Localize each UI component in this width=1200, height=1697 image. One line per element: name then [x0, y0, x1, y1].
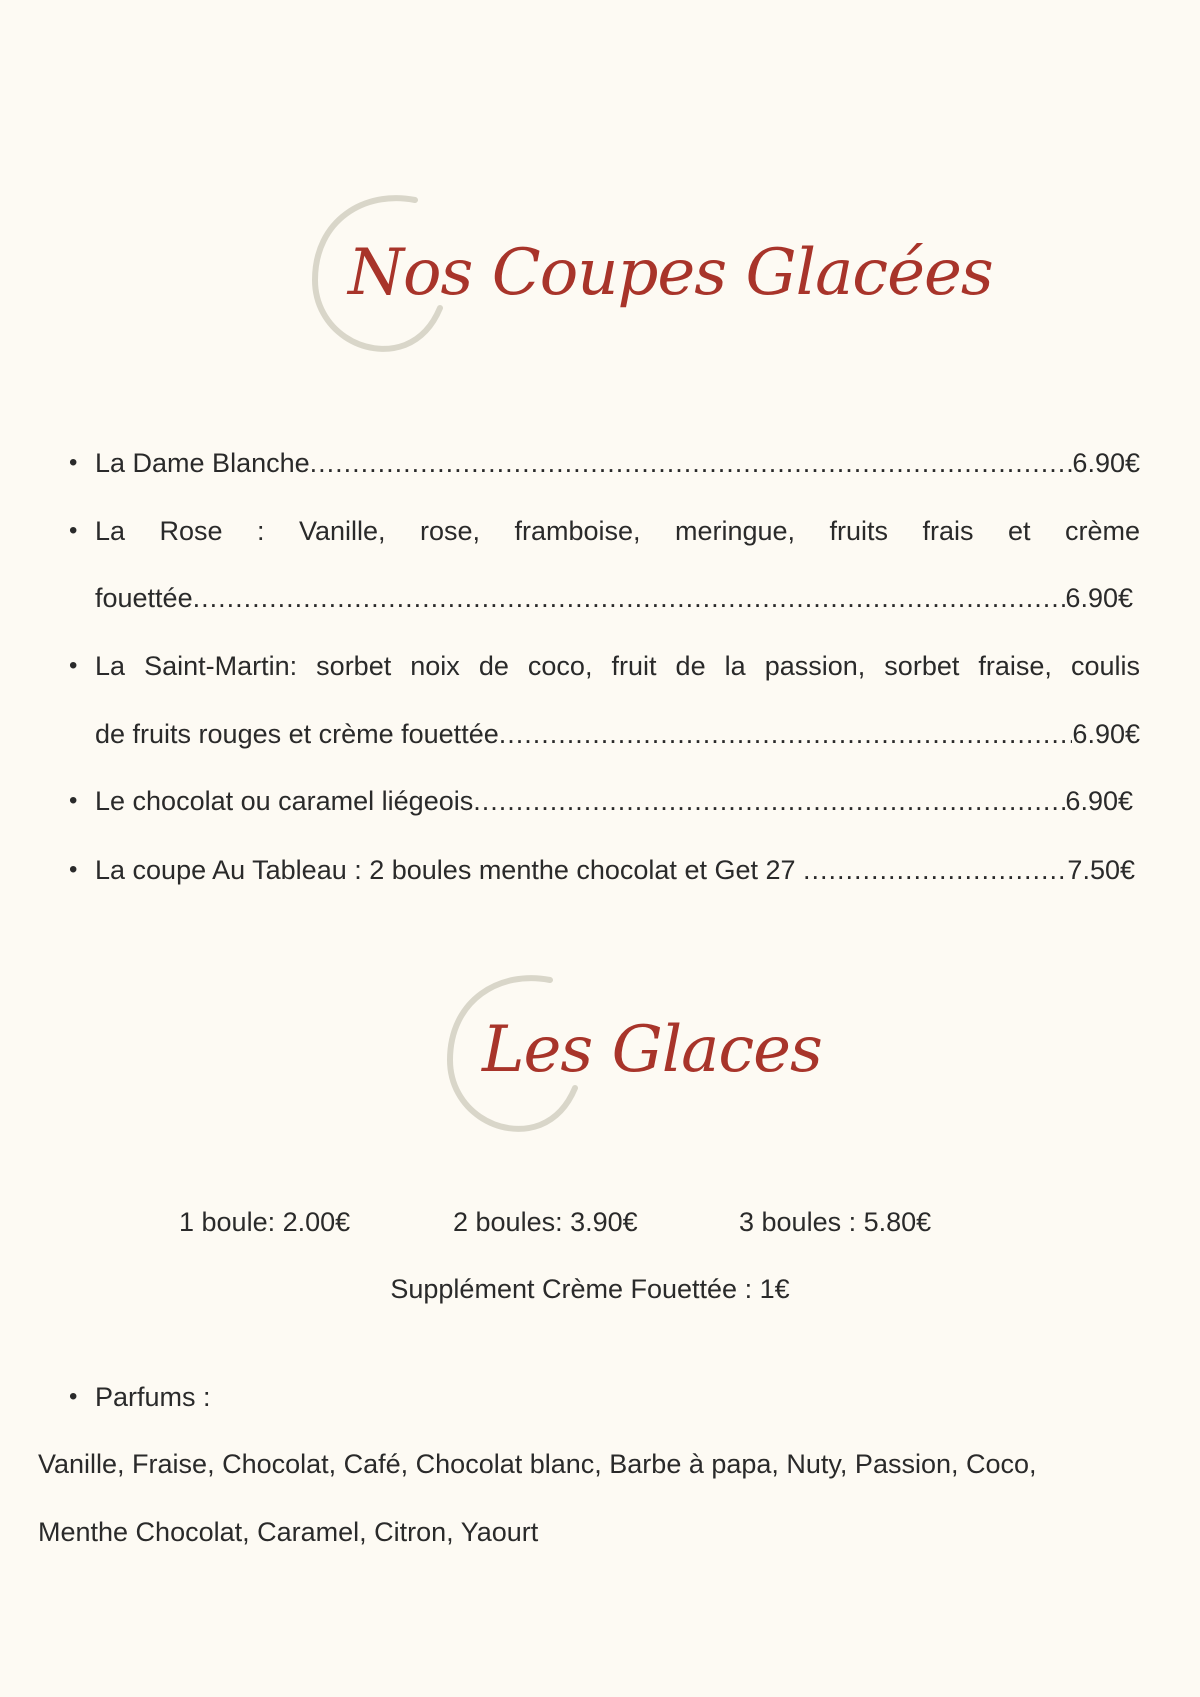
section-title-glaces: Les Glaces [482, 1013, 822, 1087]
item-name: La Dame Blanche [95, 448, 310, 478]
item-price: 6.90€ [1065, 583, 1133, 613]
flavours-label [69, 1377, 211, 1417]
item-name: La Saint-Martin: sorbet noix de coco, fruit de la passion, sorbet fraise, coulis [95, 651, 1140, 681]
item-price: 6.90€ [1072, 719, 1140, 749]
price-two-scoops: 2 boules: 3.90€ [453, 1207, 638, 1237]
item-name: La Rose : Vanille, rose, framboise, meringue, fruits frais et crème [95, 516, 1140, 546]
dot-leader [473, 781, 1065, 821]
supplement-text: Supplément Crème Fouettée : 1€ [390, 1274, 790, 1304]
section-title-coupes: Nos Coupes Glacées [348, 236, 993, 310]
item-name: Le chocolat ou caramel liégeois [95, 786, 474, 816]
bullet-icon: • [69, 517, 78, 544]
dot-leader [310, 443, 1073, 483]
bullet-icon: • [69, 787, 78, 814]
price-one-scoop: 1 boule: 2.00€ [179, 1207, 351, 1237]
menu-item [69, 443, 1140, 483]
flavours-label-text: Parfums : [95, 1382, 211, 1412]
flavours-list-line1: Vanille, Fraise, Chocolat, Café, Chocolat blanc, Barbe à papa, Nuty, Passion, Coco, [38, 1449, 1037, 1479]
dot-leader [499, 714, 1073, 754]
dot-leader [193, 578, 1066, 618]
flavours-list-line2: Menthe Chocolat, Caramel, Citron, Yaourt [38, 1517, 539, 1547]
item-name-cont: fouettée [95, 583, 193, 613]
item-price: 6.90€ [1072, 448, 1140, 478]
item-price: 7.50€ [1067, 855, 1135, 885]
menu-item [69, 850, 1135, 890]
item-name: La coupe Au Tableau : 2 boules menthe chocolat et Get 27 [95, 855, 804, 885]
price-three-scoops: 3 boules : 5.80€ [739, 1207, 932, 1237]
menu-item [69, 646, 1140, 686]
bullet-icon: • [69, 856, 78, 883]
item-name-cont: de fruits rouges et crème fouettée [95, 719, 499, 749]
menu-item-continuation [95, 714, 1140, 754]
item-price: 6.90€ [1065, 786, 1133, 816]
menu-item-continuation [95, 578, 1133, 618]
bullet-icon: • [69, 652, 78, 679]
dot-leader [803, 850, 1067, 890]
bullet-icon: • [69, 449, 78, 476]
bullet-icon: • [69, 1383, 78, 1410]
menu-item [69, 781, 1133, 821]
menu-item [69, 511, 1140, 551]
